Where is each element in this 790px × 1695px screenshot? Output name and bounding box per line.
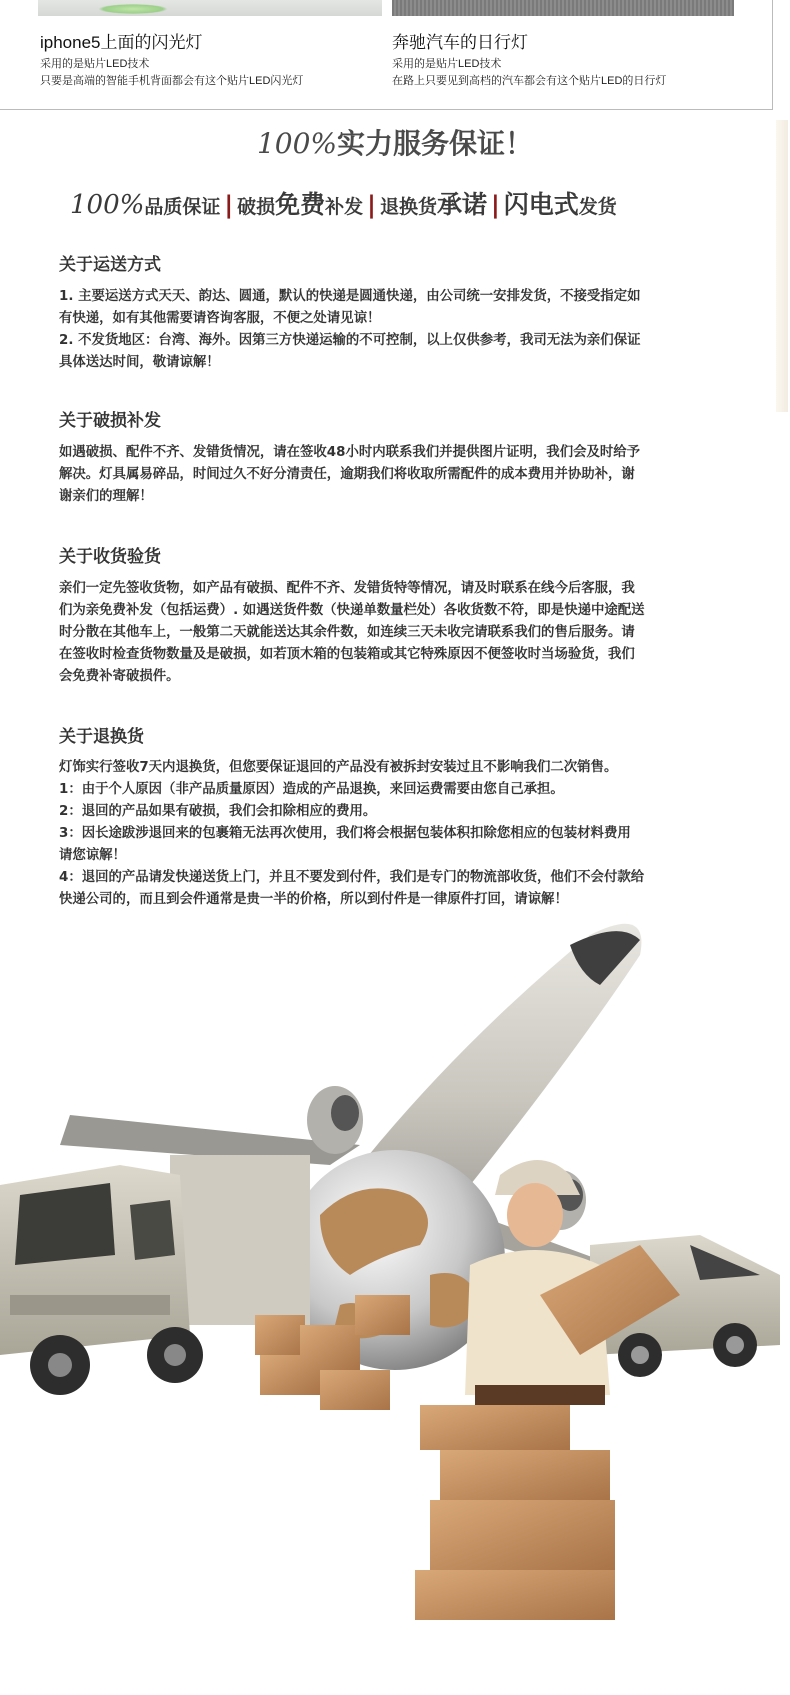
slogan-quality: 品质保证	[144, 196, 221, 218]
iphone-caption-line1: 采用的是贴片LED技术	[40, 58, 150, 70]
slogan-reissue: 补发	[325, 196, 364, 218]
car-daylight-thumbnail	[392, 0, 734, 16]
returns-line: 快递公司的，而且到会件通常是贵一半的价格，所以到付件是一律原件打回，请谅解！	[59, 892, 568, 907]
damage-section-title: 关于破损补发	[59, 411, 161, 431]
inspection-line: 在签收时检查货物数量及是破损，如若顶木箱的包装箱或其它特殊原因不便签收时当场验货，我们	[59, 647, 635, 662]
inspection-line: 时分散在其他车上，一般第二天就能送达其余件数，如连续三天未收完请联系我们的售后服务。请	[59, 625, 635, 640]
inspection-line: 会免费补寄破损件。	[59, 669, 180, 684]
shipping-section-text	[59, 286, 719, 374]
product-compare-panel	[0, 0, 773, 110]
returns-line: 2：退回的产品如果有破损，我们会扣除相应的费用。	[59, 804, 377, 819]
logistics-illustration	[0, 915, 790, 1630]
returns-line: 1：由于个人原因（非产品质量原因）造成的产品退换，来回运费需要由您自己承担。	[59, 782, 564, 797]
inspection-section-text	[59, 578, 719, 688]
damage-line: 谢亲们的理解！	[59, 489, 153, 504]
service-guarantee-heading	[0, 122, 790, 162]
damage-line: 如遇破损、配件不齐、发错货情况，请在签收48小时内联系我们并提供图片证明，我们会及时给予	[59, 445, 641, 460]
slogan-lightning: 闪电式	[503, 190, 579, 219]
returns-section-title: 关于退换货	[59, 727, 144, 747]
shipping-section-title: 关于运送方式	[59, 255, 161, 275]
damage-section-text	[59, 442, 719, 508]
slogan-separator: |	[490, 191, 500, 219]
slogan-damage: 破损	[237, 196, 276, 218]
returns-line: 4：退回的产品请发快递送货上门，并且不要发到付件，我们是专门的物流部收货，他们不会付款给	[59, 870, 645, 885]
iphone-caption-title: iphone5上面的闪光灯	[40, 33, 203, 52]
shipping-line: 2. 不发货地区：台湾、海外。因第三方快递运输的不可控制，以上仅供参考，我司无法为亲们保证	[59, 333, 641, 348]
shipping-line: 有快递，如有其他需要请咨询客服，不便之处请见谅！	[59, 311, 381, 326]
slogan-promise: 承诺	[436, 190, 487, 219]
car-caption-line2: 在路上只要见到高档的汽车都会有这个贴片LED的日行灯	[392, 75, 667, 87]
decorative-side-strip	[776, 120, 788, 412]
car-caption-line1: 采用的是贴片LED技术	[392, 58, 502, 70]
inspection-section-title: 关于收货验货	[59, 547, 161, 567]
heading-percent: 100%	[256, 127, 338, 160]
slogan-return: 退换货	[379, 196, 437, 218]
iphone-caption-line2: 只要是高端的智能手机背面都会有这个贴片LED闪光灯	[40, 75, 304, 87]
returns-section-text	[59, 757, 719, 911]
iphone-flash-thumbnail	[38, 0, 382, 16]
returns-line: 灯饰实行签收7天内退换货，但您要保证退回的产品没有被拆封安装过且不影响我们二次销售。	[59, 760, 618, 775]
guarantee-slogan	[70, 185, 617, 221]
slogan-percent: 100%	[70, 190, 145, 220]
inspection-line: 们为亲免费补发（包括运费）. 如遇送货件数（快递单数量栏处）各收货数不符，即是快递中途配送	[59, 603, 645, 618]
slogan-shipping: 发货	[578, 196, 617, 218]
shipping-line: 1. 主要运送方式天天、韵达、圆通，默认的快递是圆通快递，由公司统一安排发货，不接受指定如	[59, 289, 641, 304]
slogan-free: 免费	[275, 190, 326, 219]
slogan-separator: |	[367, 191, 376, 219]
slogan-separator: |	[224, 191, 234, 219]
damage-line: 解决。灯具属易碎品，时间过久不好分清责任，逾期我们将收取所需配件的成本费用并协助补，谢	[59, 467, 635, 482]
returns-line: 请您谅解！	[59, 848, 126, 863]
inspection-line: 亲们一定先签收货物，如产品有破损、配件不齐、发错货特等情况，请及时联系在线今后客服，我	[59, 581, 635, 596]
heading-text: 实力服务保证！	[337, 127, 534, 160]
returns-line: 3：因长途跋涉退回来的包裹箱无法再次使用，我们将会根据包装体积扣除您相应的包装材料费用	[59, 826, 631, 841]
car-caption-title: 奔驰汽车的日行灯	[392, 33, 528, 52]
shipping-line: 具体送达时间，敬请谅解！	[59, 355, 220, 370]
